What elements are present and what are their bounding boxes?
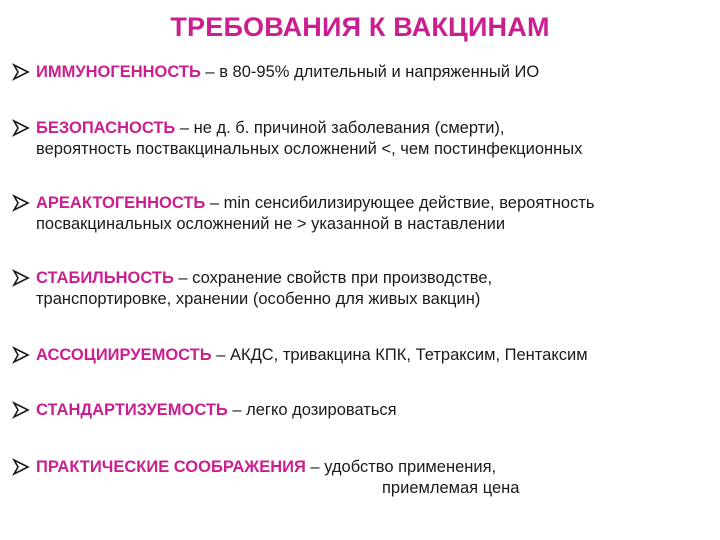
requirement-term: АРЕАКТОГЕННОСТЬ	[36, 194, 206, 212]
arrow-bullet-icon	[12, 345, 30, 365]
requirement-description-continued: посвакцинальных осложнений не > указанной в наставлении	[36, 215, 506, 233]
requirement-text	[36, 400, 397, 420]
requirement-description: – в 80-95% длительный и напряженный ИО	[200, 63, 540, 81]
requirement-description: – удобство применения,	[305, 458, 497, 476]
requirement-term: БЕЗОПАСНОСТЬ	[36, 119, 176, 137]
requirement-text	[36, 62, 539, 82]
requirement-description: – АКДС, тривакцина КПК, Тетраксим, Пентаксим	[211, 346, 588, 364]
requirement-description-continued: приемлемая цена	[382, 479, 520, 497]
arrow-bullet-icon	[12, 62, 30, 82]
requirement-text	[36, 118, 505, 138]
requirement-text	[36, 268, 492, 288]
requirement-text	[36, 345, 588, 365]
arrow-bullet-icon	[12, 118, 30, 138]
requirement-term: СТАНДАРТИЗУЕМОСТЬ	[36, 401, 228, 419]
arrow-bullet-icon	[12, 457, 30, 477]
requirement-text	[36, 457, 496, 477]
requirement-term: СТАБИЛЬНОСТЬ	[36, 269, 174, 287]
requirement-description: – не д. б. причиной заболевания (смерти),	[175, 119, 505, 137]
requirement-term: ПРАКТИЧЕСКИЕ СООБРАЖЕНИЯ	[36, 458, 306, 476]
slide-title: ТРЕБОВАНИЯ К ВАКЦИНАМ	[170, 12, 550, 42]
arrow-bullet-icon	[12, 400, 30, 420]
requirement-description-continued: вероятность поствакцинальных осложнений <, чем постинфекционных	[36, 140, 583, 158]
arrow-bullet-icon	[12, 268, 30, 288]
requirement-description: – min сенсибилизирующее действие, вероятность	[205, 194, 595, 212]
requirement-description: – легко дозироваться	[227, 401, 397, 419]
requirement-description: – сохранение свойств при производстве,	[173, 269, 493, 287]
requirement-text	[36, 193, 595, 213]
requirement-term: АССОЦИИРУЕМОСТЬ	[36, 346, 212, 364]
requirement-term: ИММУНОГЕННОСТЬ	[36, 63, 201, 81]
arrow-bullet-icon	[12, 193, 30, 213]
requirement-description-continued: транспортировке, хранении (особенно для живых вакцин)	[36, 290, 481, 308]
